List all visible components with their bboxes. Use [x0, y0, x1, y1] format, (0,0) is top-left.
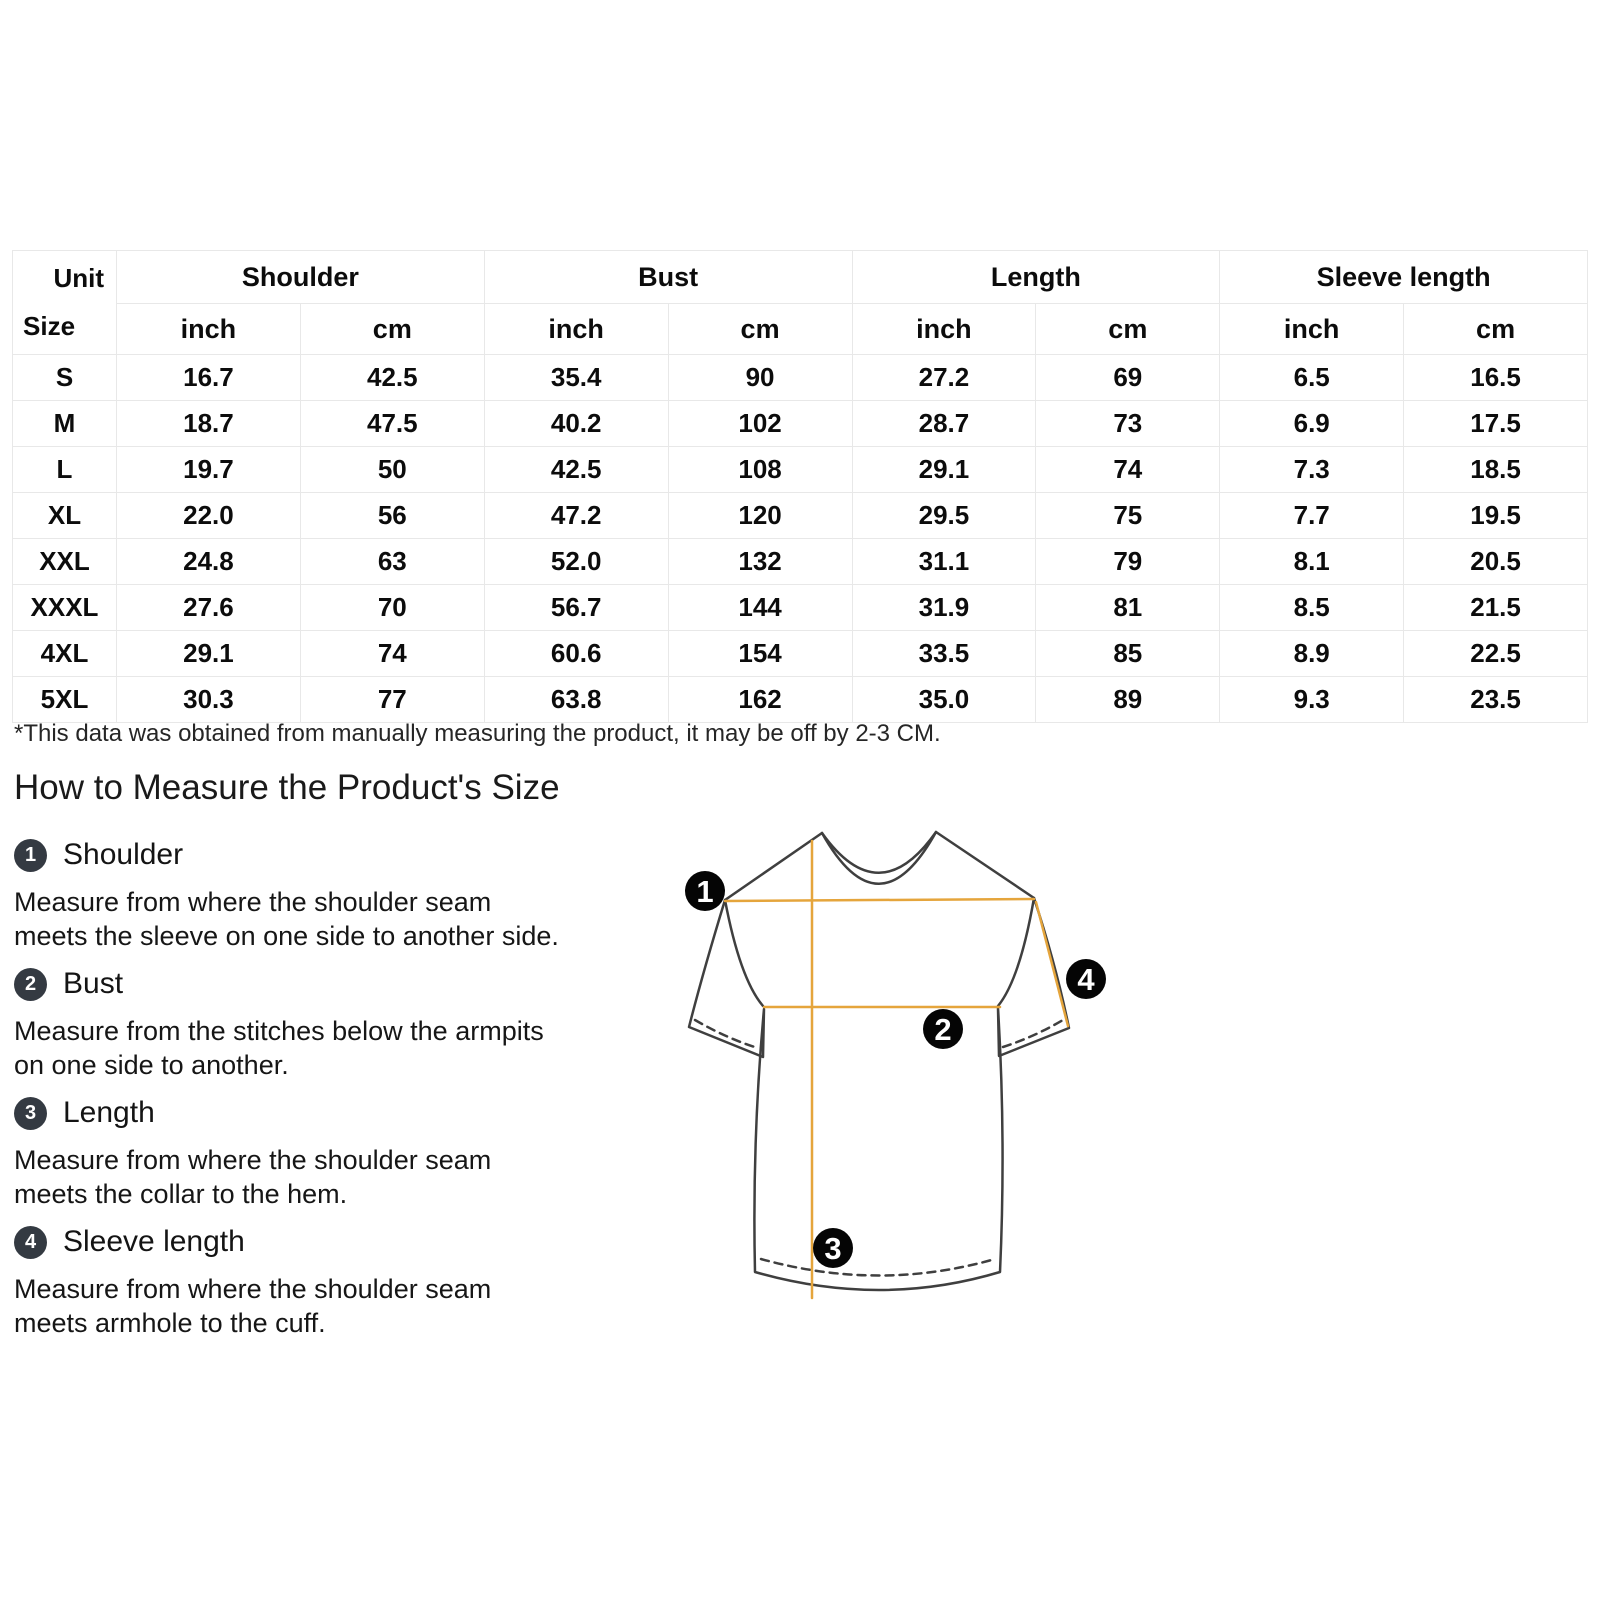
corner-cell [13, 251, 117, 355]
step-3-description: Measure from where the shoulder seam meets the collar to the hem. [14, 1145, 492, 1209]
value-cell: 42.5 [484, 447, 668, 493]
step-4-description: Measure from where the shoulder seam meets armhole to the cuff. [14, 1274, 492, 1338]
step-4-badge: 4 [14, 1226, 47, 1259]
value-cell: 42.5 [300, 355, 484, 401]
step-1-description: Measure from where the shoulder seam meets the sleeve on one side to another side. [14, 887, 559, 951]
step-sleeve-length [14, 1225, 562, 1340]
step-2-badge: 2 [14, 968, 47, 1001]
value-cell: 8.1 [1220, 539, 1404, 585]
value-cell: 40.2 [484, 401, 668, 447]
value-cell: 27.2 [852, 355, 1036, 401]
column-group-bust: Bust [484, 251, 852, 304]
value-cell: 24.8 [117, 539, 301, 585]
unit-header-cell: inch [484, 304, 668, 355]
tshirt-diagram [600, 780, 1160, 1340]
value-cell: 73 [1036, 401, 1220, 447]
value-cell: 6.9 [1220, 401, 1404, 447]
unit-header-cell: inch [852, 304, 1036, 355]
value-cell: 56 [300, 493, 484, 539]
value-cell: 120 [668, 493, 852, 539]
value-cell: 22.5 [1404, 631, 1588, 677]
value-cell: 70 [300, 585, 484, 631]
size-cell: 4XL [13, 631, 117, 677]
size-label: Size [23, 311, 76, 341]
table-row [13, 447, 1588, 493]
diagram-badge-1: 1 [696, 874, 714, 909]
value-cell: 81 [1036, 585, 1220, 631]
diagram-badge-4: 4 [1077, 962, 1095, 997]
value-cell: 29.1 [852, 447, 1036, 493]
step-header [14, 967, 562, 1001]
value-cell: 162 [668, 677, 852, 723]
value-cell: 19.5 [1404, 493, 1588, 539]
value-cell: 75 [1036, 493, 1220, 539]
value-cell: 154 [668, 631, 852, 677]
value-cell: 69 [1036, 355, 1220, 401]
size-cell: S [13, 355, 117, 401]
step-header [14, 1096, 562, 1130]
unit-header-cell: cm [668, 304, 852, 355]
table-row [13, 539, 1588, 585]
step-header [14, 838, 562, 872]
step-bust [14, 967, 562, 1082]
value-cell: 33.5 [852, 631, 1036, 677]
value-cell: 17.5 [1404, 401, 1588, 447]
value-cell: 27.6 [117, 585, 301, 631]
size-cell: 5XL [13, 677, 117, 723]
value-cell: 30.3 [117, 677, 301, 723]
size-cell: M [13, 401, 117, 447]
step-shoulder [14, 838, 562, 953]
unit-header-cell: cm [1036, 304, 1220, 355]
table-row [13, 631, 1588, 677]
value-cell: 77 [300, 677, 484, 723]
value-cell: 19.7 [117, 447, 301, 493]
value-cell: 9.3 [1220, 677, 1404, 723]
unit-header-cell: cm [300, 304, 484, 355]
value-cell: 16.7 [117, 355, 301, 401]
unit-header-cell: cm [1404, 304, 1588, 355]
diagram-badge-3: 3 [824, 1231, 842, 1266]
step-3-label: Length [63, 1096, 155, 1129]
value-cell: 23.5 [1404, 677, 1588, 723]
table-row [13, 401, 1588, 447]
size-cell: L [13, 447, 117, 493]
step-header [14, 1225, 562, 1259]
size-chart-table [12, 250, 1588, 723]
value-cell: 85 [1036, 631, 1220, 677]
value-cell: 20.5 [1404, 539, 1588, 585]
value-cell: 6.5 [1220, 355, 1404, 401]
value-cell: 108 [668, 447, 852, 493]
value-cell: 22.0 [117, 493, 301, 539]
value-cell: 31.1 [852, 539, 1036, 585]
how-to-heading: How to Measure the Product's Size [14, 768, 560, 807]
table-row [13, 585, 1588, 631]
value-cell: 74 [300, 631, 484, 677]
step-length [14, 1096, 562, 1211]
step-1-badge: 1 [14, 839, 47, 872]
step-4-label: Sleeve length [63, 1225, 245, 1258]
value-cell: 16.5 [1404, 355, 1588, 401]
value-cell: 8.9 [1220, 631, 1404, 677]
step-2-label: Bust [63, 967, 124, 1000]
value-cell: 60.6 [484, 631, 668, 677]
unit-header-cell: inch [117, 304, 301, 355]
group-header-row [13, 251, 1588, 304]
value-cell: 63.8 [484, 677, 668, 723]
value-cell: 50 [300, 447, 484, 493]
diagram-badge-2: 2 [934, 1012, 952, 1047]
step-3-badge: 3 [14, 1097, 47, 1130]
value-cell: 31.9 [852, 585, 1036, 631]
column-group-sleeve-length: Sleeve length [1220, 251, 1588, 304]
value-cell: 18.5 [1404, 447, 1588, 493]
column-group-length: Length [852, 251, 1220, 304]
size-cell: XXXL [13, 585, 117, 631]
value-cell: 7.3 [1220, 447, 1404, 493]
value-cell: 18.7 [117, 401, 301, 447]
value-cell: 102 [668, 401, 852, 447]
value-cell: 35.4 [484, 355, 668, 401]
measure-steps [14, 838, 562, 1354]
value-cell: 21.5 [1404, 585, 1588, 631]
value-cell: 35.0 [852, 677, 1036, 723]
value-cell: 7.7 [1220, 493, 1404, 539]
value-cell: 29.5 [852, 493, 1036, 539]
size-table-body [13, 355, 1588, 723]
value-cell: 63 [300, 539, 484, 585]
table-row [13, 493, 1588, 539]
value-cell: 79 [1036, 539, 1220, 585]
unit-header-cell: inch [1220, 304, 1404, 355]
value-cell: 89 [1036, 677, 1220, 723]
value-cell: 47.2 [484, 493, 668, 539]
value-cell: 132 [668, 539, 852, 585]
step-1-label: Shoulder [63, 838, 184, 871]
size-cell: XXL [13, 539, 117, 585]
value-cell: 47.5 [300, 401, 484, 447]
step-2-description: Measure from the stitches below the armpits on one side to another. [14, 1016, 544, 1080]
value-cell: 29.1 [117, 631, 301, 677]
units-header-row [13, 304, 1588, 355]
tshirt-illustration [600, 780, 1160, 1340]
value-cell: 8.5 [1220, 585, 1404, 631]
value-cell: 90 [668, 355, 852, 401]
table-row [13, 355, 1588, 401]
table-row [13, 677, 1588, 723]
value-cell: 56.7 [484, 585, 668, 631]
column-group-shoulder: Shoulder [117, 251, 485, 304]
value-cell: 52.0 [484, 539, 668, 585]
value-cell: 28.7 [852, 401, 1036, 447]
value-cell: 74 [1036, 447, 1220, 493]
unit-label: Unit [53, 263, 104, 293]
size-cell: XL [13, 493, 117, 539]
measurement-footnote: *This data was obtained from manually measuring the product, it may be off by 2-3 CM. [14, 720, 941, 747]
value-cell: 144 [668, 585, 852, 631]
